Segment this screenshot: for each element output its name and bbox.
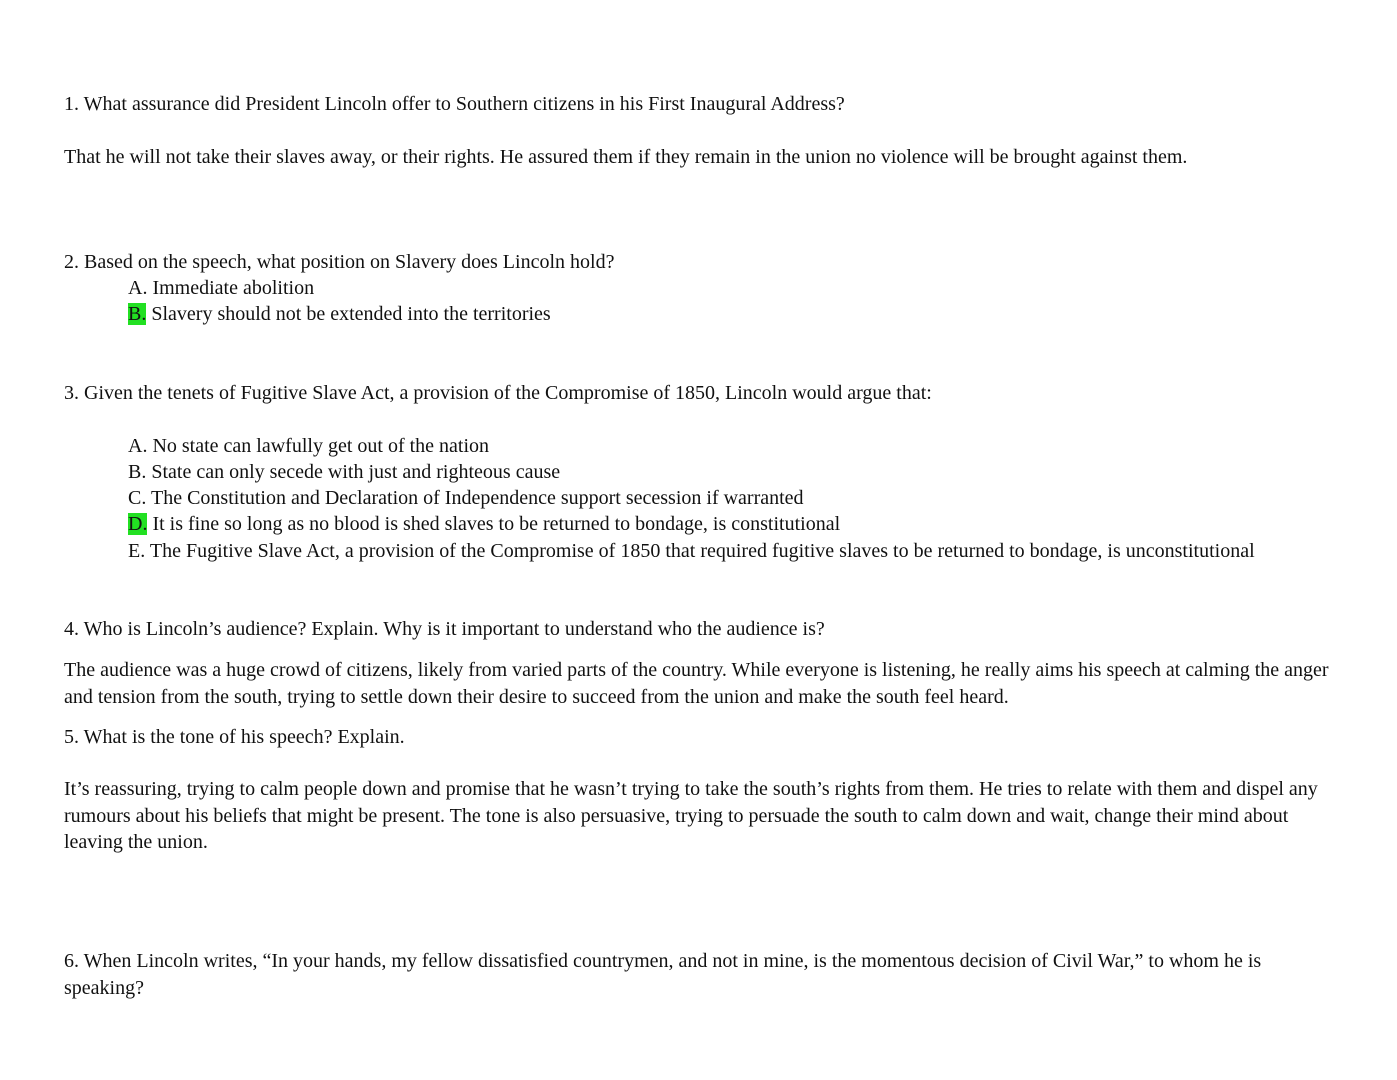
question-6: 6. When Lincoln writes, “In your hands, my fellow dissatisfied countrymen, and not in mine, is the momentous decision of Civil War,” to whom he is speaking? [64, 950, 1262, 999]
option-2b [128, 301, 551, 327]
option-text: No state can lawfully get out of the nation [147, 435, 490, 457]
option-3b [128, 459, 560, 485]
highlighted-option-letter: B. [128, 303, 147, 325]
answer-1: That he will not take their slaves away, or their rights. He assured them if they remain in the union no violence will be brought against them. [64, 146, 1188, 168]
option-3e [128, 538, 1255, 564]
option-letter: E. [128, 540, 146, 562]
question-5: 5. What is the tone of his speech? Explain. [64, 726, 405, 748]
option-letter: C. [128, 487, 147, 509]
option-letter: A. [128, 435, 148, 457]
option-text: The Constitution and Declaration of Independence support secession if warranted [146, 487, 804, 509]
option-letter: B. [128, 461, 147, 483]
option-letter: A. [128, 277, 148, 299]
question-1: 1. What assurance did President Lincoln offer to Southern citizens in his First Inaugural Address? [64, 93, 845, 115]
option-text: State can only secede with just and righteous cause [146, 461, 561, 483]
option-3c [128, 485, 804, 511]
highlighted-option-letter: D. [128, 513, 148, 535]
option-3d [128, 511, 840, 537]
question-2: 2. Based on the speech, what position on Slavery does Lincoln hold? [64, 251, 615, 273]
option-2a [128, 275, 314, 301]
option-text: It is fine so long as no blood is shed slaves to be returned to bondage, is constitutional [147, 513, 841, 535]
option-text: Immediate abolition [147, 277, 315, 299]
question-4: 4. Who is Lincoln’s audience? Explain. Why is it important to understand who the audience is? [64, 618, 825, 640]
answer-4: The audience was a huge crowd of citizens, likely from varied parts of the country. While everyone is listening, he really aims his speech at calming the anger and tension from the south, trying to settle down their desire to succeed from the union and make the south feel heard. [64, 659, 1329, 708]
option-text: The Fugitive Slave Act, a provision of the Compromise of 1850 that required fugitive slaves to be returned to bondage, is unconstitutional [145, 540, 1255, 562]
answer-5: It’s reassuring, trying to calm people down and promise that he wasn’t trying to take the south’s rights from them. He tries to relate with them and dispel any rumours about his beliefs that might be present. The tone is also persuasive, trying to persuade the south to calm down and wait, change their mind about leaving the union. [64, 778, 1318, 853]
option-3a [128, 433, 489, 459]
question-3: 3. Given the tenets of Fugitive Slave Act, a provision of the Compromise of 1850, Lincoln would argue that: [64, 382, 932, 404]
option-text: Slavery should not be extended into the territories [146, 303, 551, 325]
